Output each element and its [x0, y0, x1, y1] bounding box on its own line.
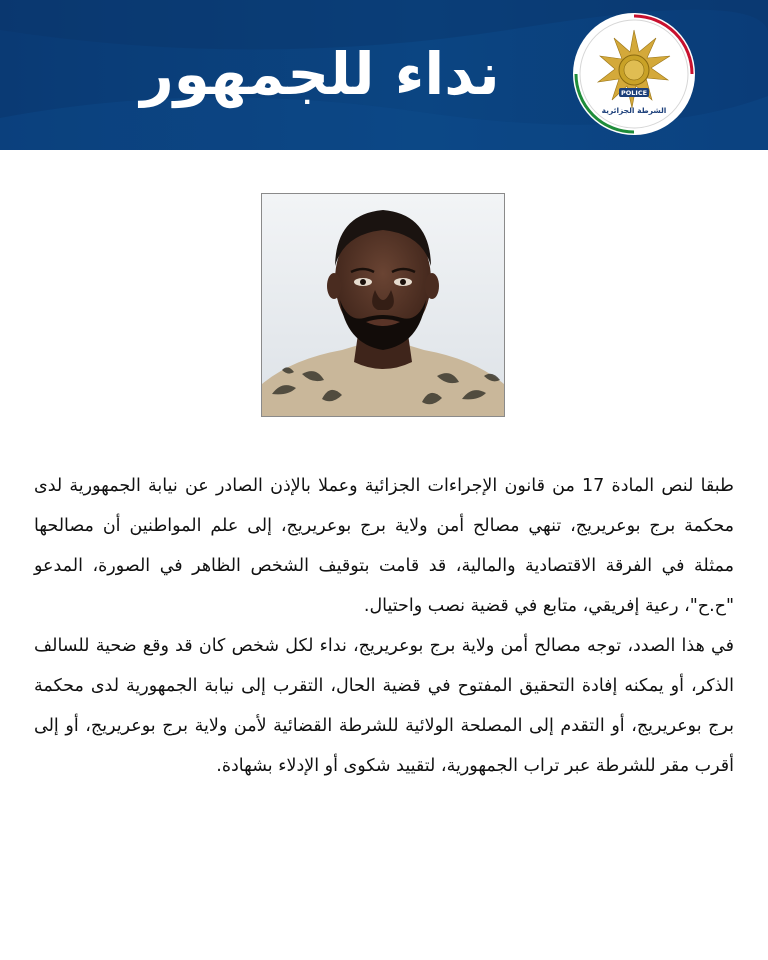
header-banner	[0, 0, 768, 150]
suspect-portrait-image	[262, 194, 504, 416]
announcement-paragraph-1: طبقا لنص المادة 17 من قانون الإجراءات الجزائية وعملا بالإذن الصادر عن نيابة الجمهورية لدى محكمة برج بوعريريج، تنهي مصالح أمن ولاية برج بوعريريج، إلى علم المواطنين أن مصالحها ممثلة في الفرقة الاقتصادية والمالية، قد قامت بتوقيف الشخص الظاهر في الصورة، المدعو "ح.ح"، رعية إفريقي، متابع في قضية نصب واحتيال.	[34, 476, 734, 616]
announcement-body	[34, 466, 734, 786]
emblem-arabic-label: الشرطة الجزائرية	[601, 106, 667, 115]
page-title: نداء للجمهور	[140, 40, 500, 108]
police-emblem-icon	[572, 12, 696, 136]
emblem-police-label: POLICE	[620, 89, 648, 97]
announcement-paragraph-2: في هذا الصدد، توجه مصالح أمن ولاية برج بوعريريج، نداء لكل شخص كان قد وقع ضحية للسالف الذكر، أو يمكنه إفادة التحقيق المفتوح في قضية الحال، التقرب إلى نيابة الجمهورية لدى محكمة برج بوعريريج، أو التقدم إلى المصلحة الولائية للشرطة القضائية لأمن ولاية برج بوعريريج، أو إلى أقرب مقر للشرطة عبر تراب الجمهورية، لتقييد شكوى أو الإدلاء بشهادة.	[34, 636, 734, 776]
suspect-photo	[261, 193, 505, 417]
